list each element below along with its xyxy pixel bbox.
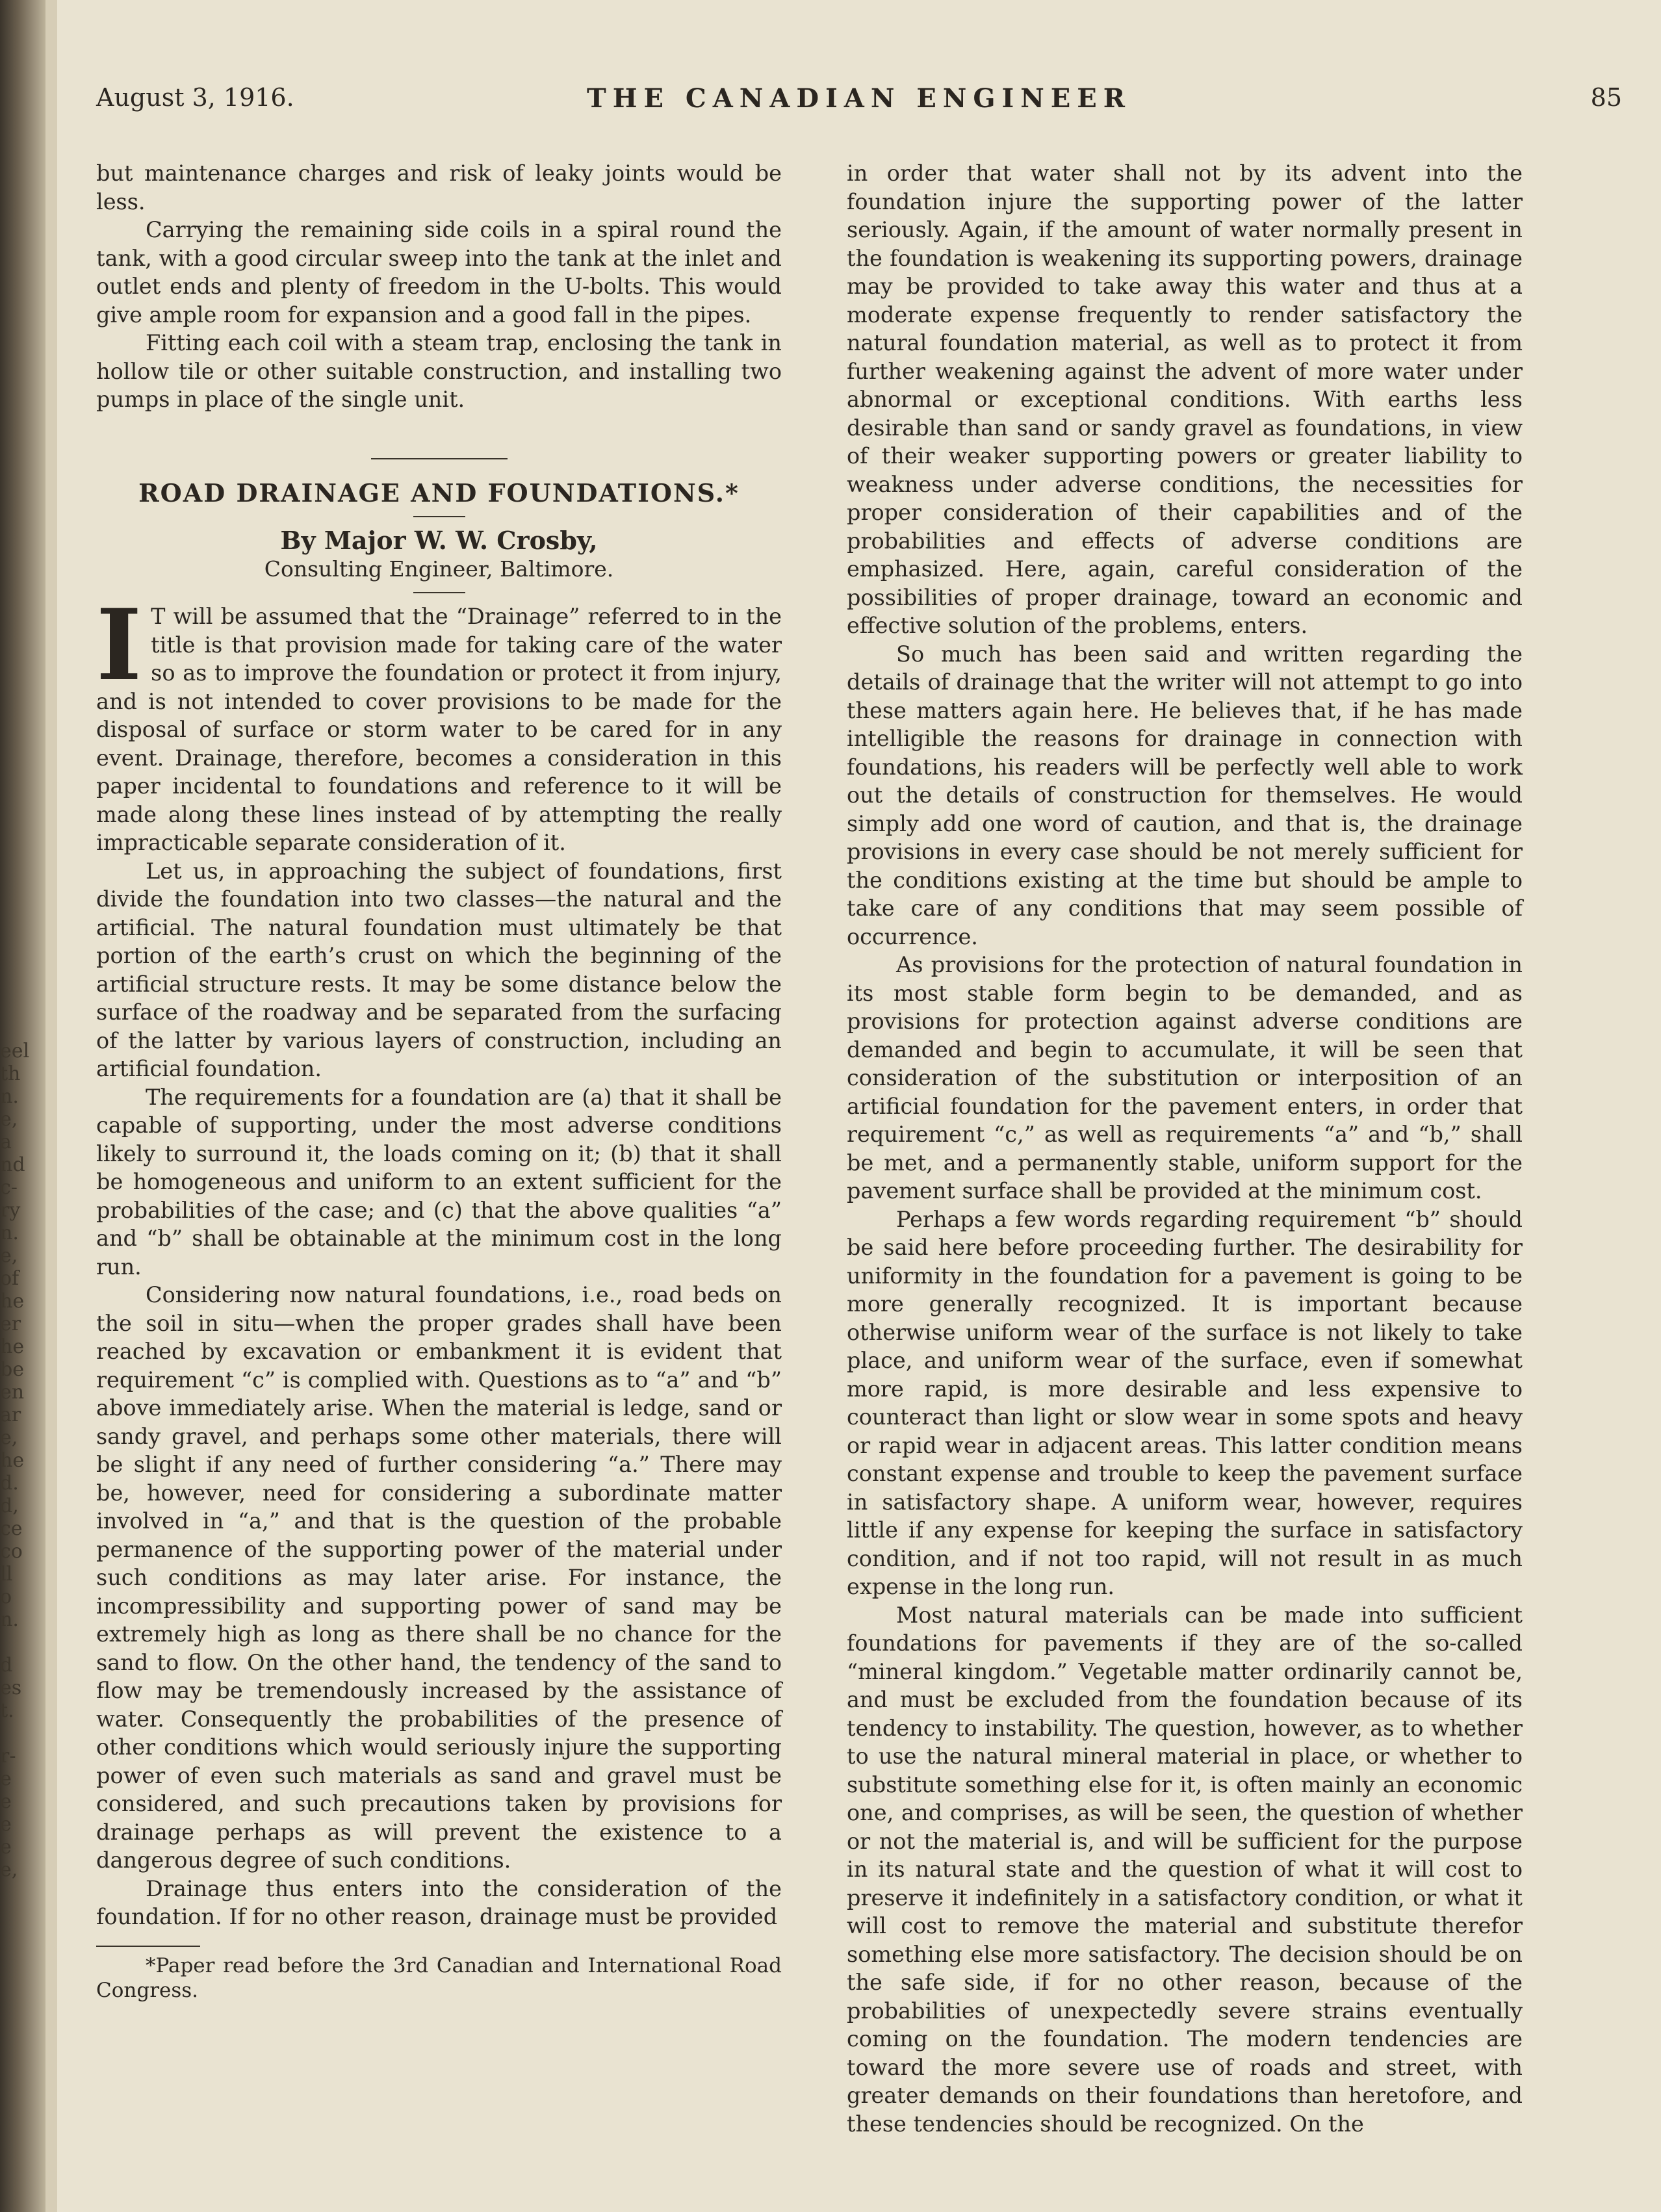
- running-head: [96, 83, 1622, 122]
- title-rule: [413, 516, 465, 517]
- footnote: *Paper read before the 3rd Canadian and International Road Congress.: [96, 1953, 782, 2002]
- previous-page-fragment: e: [0, 1790, 12, 1813]
- previous-page-fragment: e,: [0, 1426, 18, 1449]
- previous-page-fragments: [0, 1040, 30, 1881]
- paragraph: Drainage thus enters into the consideration of the foundation. If for no other reason, drainage must be provided: [96, 1875, 782, 1929]
- previous-page-fragment: en: [0, 1381, 25, 1404]
- paragraph: Perhaps a few words regarding requirement “b” should be said here before proceeding further. The desirability for uniformity in the foundation for a pavement is going to be more generally recognized. It is important because otherwise uniform wear of the surface is not likely to take place, and uniform wear of the surface, even if somewhat more rapid, is more desirable and less expensive to counteract than light or slow wear in some spots and heavy or rapid wear in adjacent areas. This latter condition means constant expense and trouble to keep the pavement surface in satisfactory shape. A uniform wear, however, requires little if any expense for keeping the surface in satisfactory condition, and if not too rapid, will not result in as much expense in the long run.: [847, 1206, 1523, 1599]
- right-column: [847, 159, 1523, 2138]
- previous-page-fragment: ry: [0, 1199, 21, 1222]
- previous-page-fragment: e,: [0, 1108, 18, 1131]
- previous-page-fragment: he: [0, 1449, 25, 1472]
- previous-page-fragment: d,: [0, 1495, 19, 1517]
- journal-page: [57, 0, 1661, 2212]
- opening-paragraph: [96, 588, 782, 857]
- previous-page-fragment: he: [0, 1290, 25, 1313]
- previous-page-fragment: ar: [0, 1404, 21, 1426]
- previous-page-fragment: c-: [0, 1176, 18, 1199]
- previous-page-fragment: ce: [0, 1517, 23, 1540]
- previous-page-fragment: e,: [0, 1244, 18, 1267]
- previous-page-fragment: eel: [0, 1040, 30, 1062]
- previous-page-edge: [45, 0, 57, 2212]
- journal-title: THE CANADIAN ENGINEER: [586, 83, 1132, 114]
- previous-page-fragment: e: [0, 1768, 12, 1790]
- author-affiliation: Consulting Engineer, Baltimore.: [264, 556, 614, 582]
- author-byline: By Major W. W. Crosby,: [280, 526, 598, 555]
- previous-page-fragment: a: [0, 1131, 12, 1153]
- byline-rule: [413, 592, 465, 593]
- left-column: [96, 159, 782, 2003]
- previous-page-fragment: d: [0, 1654, 13, 1677]
- previous-page-fragment: n.: [0, 1222, 19, 1244]
- previous-page-fragment: e: [0, 1836, 12, 1858]
- paragraph: Let us, in approaching the subject of foundations, first divide the foundation into two classes—the natural and the artificial. The natural foundation must ultimately be that portion of the earth’s crust on which the beginning of the artificial structure rests. It may be some distance below the surface of the roadway and be separated from the surfacing of the latter by various layers of construction, including an artificial foundation.: [96, 858, 782, 1081]
- previous-page-fragment: th: [0, 1062, 21, 1085]
- previous-page-fragment: ll: [0, 1563, 13, 1586]
- previous-page-fragment: o: [0, 1586, 12, 1608]
- drop-cap: I: [96, 588, 142, 702]
- paragraph: So much has been said and written regarding the details of drainage that the writer will not attempt to go into these matters again here. He believes that, if he has made intelligible the reasons for drainage in connection with foundations, his readers will be perfectly well able to work out the details of construction for themselves. He would simply add one word of caution, and that is, the drainage provisions in every case should be not merely sufficient for the conditions existing at the time but should be ample to take care of any conditions that may seem possible of occurrence.: [847, 641, 1523, 949]
- previous-page-fragment: e: [0, 1813, 12, 1836]
- opening-text: T will be assumed that the “Drainage” referred to in the title is that provision made for taking care of the water so as to improve the foundation or protect it from injury, and is not intended to cover provisions to be made for the disposal of surface or storm water to be cared for in any event. Drainage, therefore, becomes a consideration in this paper incidental to foundations and reference to it will be made along these lines instead of by attempting the really impracticable separate consideration of it.: [96, 604, 782, 855]
- paragraph: in order that water shall not by its advent into the foundation injure the supporting power of the latter seriously. Again, if the amount of water normally present in the foundation is weakening its supporting powers, drainage may be provided to take away this water and thus at a moderate expense frequently to render satisfactory the natural foundation material, as well as to protect it from further weakening against the advent of more water under abnormal or exceptional conditions. With earths less desirable than sand or sandy gravel as foundations, in view of their weaker supporting powers or greater liability to weakness under adverse conditions, the necessities for proper consideration of their capabilities and of the probabilities and effects of adverse conditions are emphasized. Here, again, careful consideration of the possibilities of proper drainage, toward an economic and effective solution of the problems, enters.: [847, 161, 1523, 638]
- paragraph: but maintenance charges and risk of leaky joints would be less.: [96, 161, 782, 214]
- previous-page-fragment: r-: [0, 1745, 16, 1768]
- paragraph: Considering now natural foundations, i.e., road beds on the soil in situ—when the proper grades shall have been reached by excavation or embankment it is evident that requirement “c” is complied with. Questions as to “a” and “b” above immediately arise. When the material is ledge, sand or sandy gravel, and perhaps some other materials, there will be slight if any need of further considering “a.” There may be, however, need for considering a subordinate matter involved in “a,” and that is the question of the probable permanence of the supporting power of the material under such conditions as may later arise. For instance, the incompressibility and supporting power of sand may be extremely high as long as there shall be no chance for the sand to flow. On the other hand, the tendency of the sand to flow may be tremendously increased by the assistance of water. Consequently the probabilities of the presence of other conditions which would seriously injure the supporting power of even such materials as sand and gravel must be considered, and such precautions taken by provisions for drainage perhaps as will prevent the existence to a dangerous degree of such conditions.: [96, 1282, 782, 1873]
- paragraph: Fitting each coil with a steam trap, enclosing the tank in hollow tile or other suitable construction, and installing two pumps in place of the single unit.: [96, 330, 782, 412]
- issue-date: August 3, 1916.: [96, 83, 294, 112]
- paragraph: Carrying the remaining side coils in a spiral round the tank, with a good circular sweep into the tank at the inlet and outlet ends and plenty of freedom in the U-bolts. This would give ample room for expansion and a good fall in the pipes.: [96, 217, 782, 328]
- paragraph: As provisions for the protection of natural foundation in its most stable form begin to be demanded, and as provisions for protection against adverse conditions are demanded and begin to accumulate, it will be seen that consideration of the substitution or interposition of an artificial foundation for the pavement enters, in order that requirement “c,” as well as requirements “a” and “b,” shall be met, and a permanently stable, uniform support for the pavement surface shall be provided at the minimum cost.: [847, 952, 1523, 1203]
- previous-page-fragment: co: [0, 1540, 23, 1563]
- previous-page-fragment: [0, 1722, 26, 1745]
- previous-page-fragment: he: [0, 1335, 25, 1358]
- previous-page-fragment: er: [0, 1313, 21, 1335]
- previous-page-fragment: es: [0, 1677, 22, 1699]
- previous-page-fragment: of: [0, 1267, 19, 1290]
- page-number: 85: [1590, 83, 1622, 112]
- previous-page-fragment: nd: [0, 1153, 25, 1176]
- previous-page-fragment: t.: [0, 1699, 14, 1722]
- previous-page-fragment: e,: [0, 1858, 18, 1881]
- paragraph: The requirements for a foundation are (a) that it shall be capable of supporting, under the most adverse conditions likely to surround it, the loads coming on it; (b) that it shall be homogeneous and uniform to an extent sufficient for the probabilities of the case; and (c) that the above qualities “a” and “b” shall be obtainable at the minimum cost in the long run.: [96, 1084, 782, 1280]
- article-title: ROAD DRAINAGE AND FOUNDATIONS.*: [138, 478, 740, 508]
- previous-page-fragment: [0, 1631, 26, 1654]
- paragraph: Most natural materials can be made into sufficient foundations for pavements if they are of the so-called “mineral kingdom.” Vegetable matter ordinarily cannot be, and must be excluded from the foundation because of its tendency to instability. The question, however, as to whether to use the natural mineral material in place, or whether to substitute something else for it, is often mainly an economic one, and comprises, as will be seen, the question of whether or not the material is, and will be sufficient for the purpose in its natural state and the question of what it will cost to preserve it indefinitely in a satisfactory condition, or what it will cost to remove the material and substitute therefor something else more satisfactory. The decision should be on the safe side, if for no other reason, because of the probabilities of unexpectedly severe strains eventually coming on the foundation. The modern tendencies are toward the more severe use of roads and street, with greater demands on their foundations than heretofore, and these tendencies should be recognized. On the: [847, 1602, 1523, 2137]
- previous-page-fragment: be: [0, 1358, 24, 1381]
- previous-page-fragment: n.: [0, 1608, 19, 1631]
- section-divider: [371, 458, 508, 459]
- previous-page-fragment: d.: [0, 1472, 19, 1495]
- previous-page-fragment: n.: [0, 1085, 19, 1108]
- footnote-rule: [96, 1946, 200, 1947]
